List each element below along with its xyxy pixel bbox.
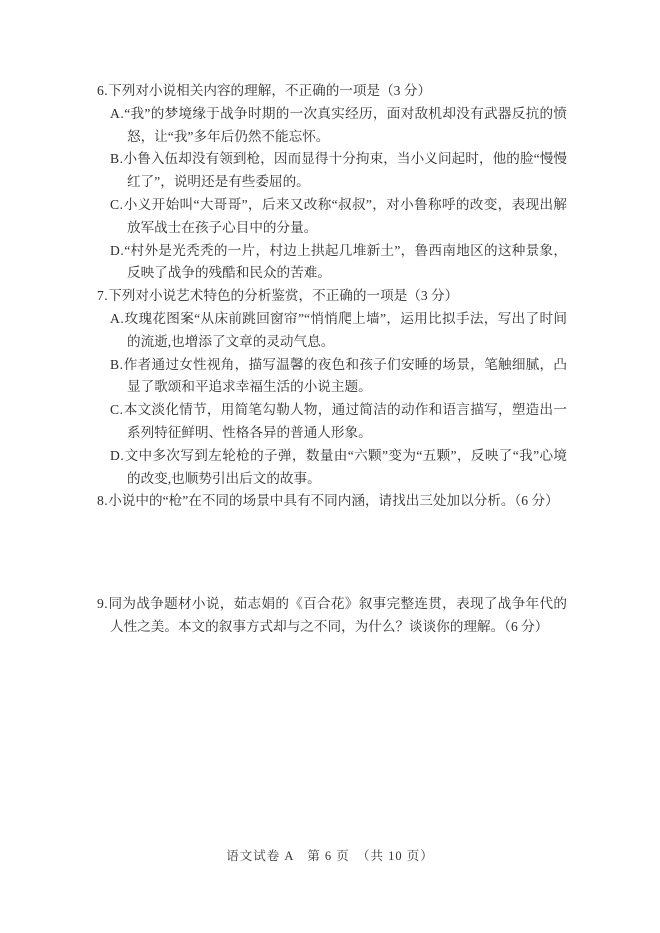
question-6 bbox=[97, 80, 567, 285]
option-text: 文中多次写到左轮枪的子弹，数量由“六颗”变为“五颗”，反映了“我”心境的改变,也顺势引出后文的故事。 bbox=[124, 447, 567, 486]
option-label: B. bbox=[110, 151, 124, 167]
option-label: C. bbox=[110, 196, 124, 212]
question-7-number: 7. bbox=[97, 288, 109, 304]
option-text: 本文淡化情节，用简笔勾勒人物，通过简洁的动作和语言描写，塑造出一系列特征鲜明、性格各异的普通人形象。 bbox=[123, 402, 567, 440]
question-8 bbox=[97, 490, 567, 513]
option-label: C. bbox=[110, 402, 124, 418]
option-text: 作者通过女性视角，描写温馨的夜色和孩子们安睡的场景，笔触细腻，凸显了歌颂和平追求幸福生活的小说主题。 bbox=[123, 356, 567, 395]
question-7-option-c bbox=[110, 399, 567, 445]
question-8-stem-text: 小说中的“枪”在不同的场景中具有不同内涵，请找出三处加以分析。（6 分） bbox=[108, 493, 559, 509]
question-7-options bbox=[97, 308, 567, 490]
page-footer: 语文试卷 A 第 6 页 （共 10 页） bbox=[226, 849, 434, 863]
option-label: D. bbox=[110, 447, 125, 463]
exam-page-content bbox=[97, 80, 567, 639]
question-6-option-b bbox=[110, 148, 567, 194]
question-7-option-d bbox=[110, 445, 567, 491]
question-6-option-a bbox=[110, 103, 567, 149]
question-6-options bbox=[97, 103, 567, 285]
question-9-stem-text: 同为战争题材小说，茹志娟的《百合花》叙事完整连贯，表现了战争年代的人性之美。本文的叙事方式却与之不同，为什么？谈谈你的理解。（6 分） bbox=[108, 596, 567, 634]
option-text: 小鲁入伍却没有领到枪，因而显得十分拘束，当小义问起时，他的脸“慢慢红了”，说明还是有些委屈的。 bbox=[123, 151, 567, 190]
question-7-option-a bbox=[110, 308, 567, 354]
question-7-stem-text: 下列对小说艺术特色的分析鉴赏，不正确的一项是（3 分） bbox=[108, 288, 459, 304]
option-text: 玫瑰花图案“从床前跳回窗帘”“悄悄爬上墙”，运用比拟手法，写出了时间的流逝,也增添了文章的灵动气息。 bbox=[124, 310, 567, 349]
question-7-stem bbox=[97, 285, 567, 308]
question-7-option-b bbox=[110, 354, 567, 400]
question-6-number: 6. bbox=[97, 83, 109, 98]
question-9 bbox=[97, 593, 567, 639]
option-label: B. bbox=[110, 356, 124, 372]
option-text: “村外是光秃秃的一片，村边上拱起几堆新土”，鲁西南地区的这种景象，反映了战争的残酷和民众的苦难。 bbox=[124, 242, 567, 281]
option-label: A. bbox=[110, 105, 125, 121]
question-6-option-d bbox=[110, 240, 567, 286]
question-9-stem bbox=[97, 593, 567, 639]
option-label: A. bbox=[110, 310, 125, 326]
question-8-stem bbox=[97, 490, 567, 513]
question-9-number: 9. bbox=[97, 596, 109, 612]
option-text: 小义开始叫“大哥哥”，后来又改称“叔叔”，对小鲁称呼的改变，表现出解放军战士在孩子心目中的分量。 bbox=[123, 196, 567, 235]
question-6-stem-text: 下列对小说相关内容的理解，不正确的一项是（3 分） bbox=[108, 83, 432, 98]
question-8-number: 8. bbox=[97, 493, 109, 509]
option-label: D. bbox=[110, 242, 125, 258]
option-text: “我”的梦境缘于战争时期的一次真实经历，面对敌机却没有武器反抗的愤怒，让“我”多年后仍然不能忘怀。 bbox=[124, 105, 567, 144]
question-7 bbox=[97, 285, 567, 490]
question-6-stem bbox=[97, 80, 567, 103]
question-6-option-c bbox=[110, 194, 567, 240]
